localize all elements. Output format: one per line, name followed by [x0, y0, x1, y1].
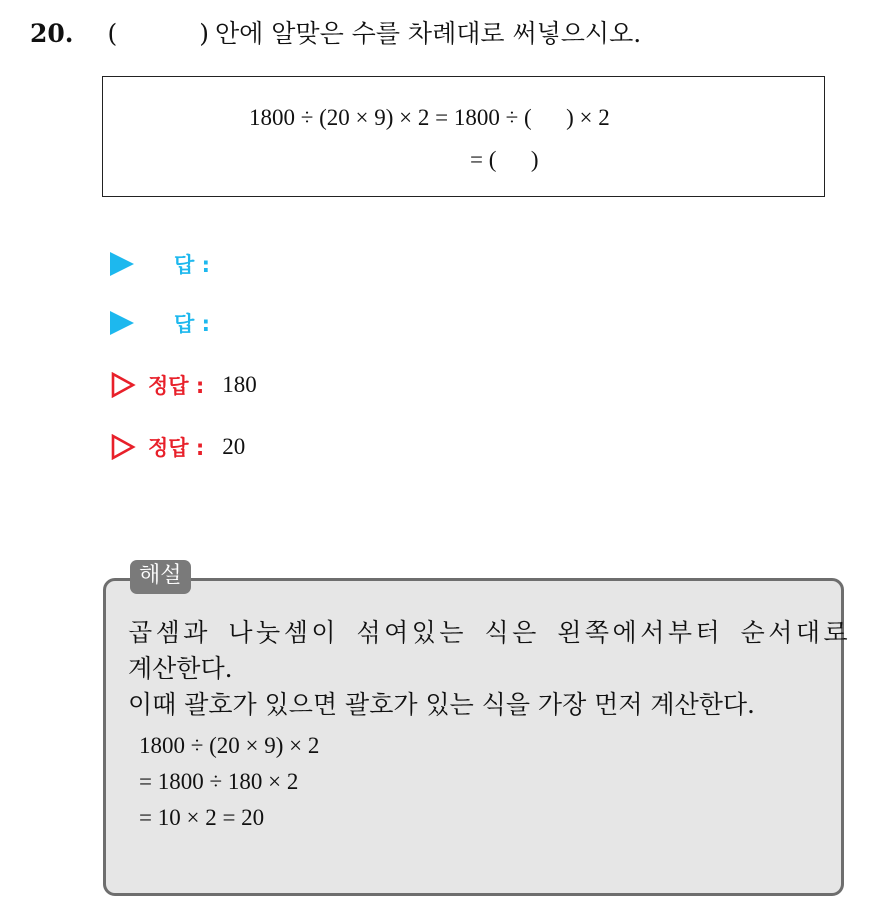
answer-label: 답 : — [174, 312, 210, 336]
explanation-calculation — [139, 728, 319, 836]
calc-line: = 10 × 2 = 20 — [139, 805, 265, 830]
blank-open-paren: ( — [107, 19, 118, 48]
calc-line: 1800 ÷ (20 × 9) × 2 — [139, 733, 320, 758]
play-arrow-icon — [110, 252, 134, 276]
question-header — [30, 14, 641, 50]
blank-close-paren: ) — [199, 19, 210, 48]
explanation-tag: 해설 — [130, 560, 191, 594]
equation-line-2: = ( ) — [470, 147, 539, 172]
explanation-text — [128, 615, 851, 723]
correct-answer-value: 20 — [222, 434, 246, 459]
correct-answer-value: 180 — [222, 372, 257, 397]
question-number: 20. — [30, 19, 74, 48]
outline-arrow-icon — [110, 434, 136, 460]
correct-answer-label: 정답 : — [148, 374, 205, 398]
answer-row-2 — [110, 308, 210, 338]
question-instruction: 안에 알맞은 수를 차례대로 써넣으시오. — [215, 19, 642, 48]
explanation-line: 계산한다. — [128, 654, 233, 683]
explanation-line: 이때 괄호가 있으면 괄호가 있는 식을 가장 먼저 계산한다. — [128, 690, 755, 719]
equation-box — [102, 76, 825, 197]
outline-arrow-icon — [110, 372, 136, 398]
play-arrow-icon — [110, 311, 134, 335]
correct-answer-label: 정답 : — [148, 436, 205, 460]
correct-answer-row-1 — [110, 370, 257, 400]
equation-line-1: 1800 ÷ (20 × 9) × 2 = 1800 ÷ ( ) × 2 — [249, 105, 610, 130]
answer-label: 답 : — [174, 253, 210, 277]
calc-line: = 1800 ÷ 180 × 2 — [139, 769, 299, 794]
explanation-line: 곱셈과 나눗셈이 섞여있는 식은 왼쪽에서부터 순서대로 — [128, 618, 852, 647]
correct-answer-row-2 — [110, 432, 245, 462]
answer-row-1 — [110, 249, 210, 279]
